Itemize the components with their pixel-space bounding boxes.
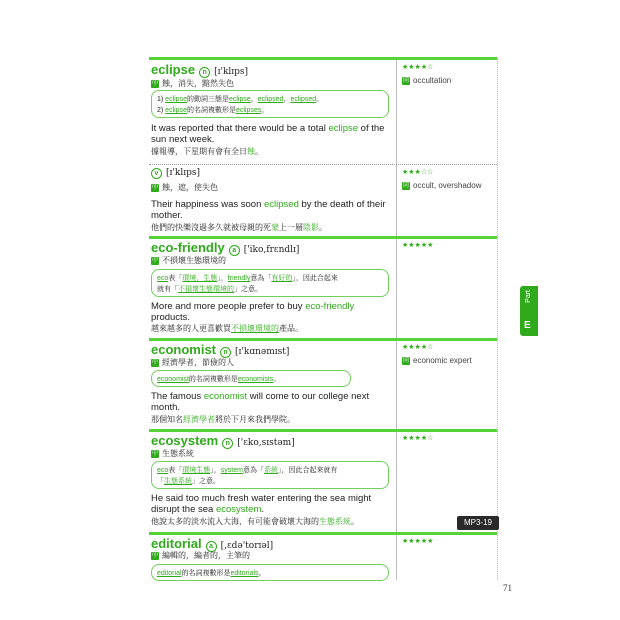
highlight-text: eclipse (165, 96, 187, 103)
phonetic: [,ɛdə'torɪəl] (220, 541, 274, 551)
page-number: 71 (503, 583, 512, 593)
highlight-text: 陰影 (303, 223, 319, 232)
highlight-text: eclipsed (290, 96, 317, 103)
meaning-line (151, 550, 250, 561)
synonym-icon: 同 (402, 357, 409, 364)
rating-stars: ★★★★☆ (402, 344, 434, 351)
entry-meta (402, 537, 433, 545)
text-segment: 」， (210, 467, 221, 474)
phonetic: [ɪ'kɑnəmɪst] (235, 347, 290, 357)
rating-stars: ★★★★☆ (402, 435, 434, 442)
text-segment: The famous (151, 391, 204, 402)
text-segment: 表「 (168, 467, 183, 474)
note-line (157, 568, 383, 579)
text-segment: More and more people prefer to buy (151, 301, 306, 312)
headword-line (151, 62, 248, 78)
highlight-text: 系統 (263, 467, 278, 474)
highlight-text: 不損壞生態環境的 (178, 286, 234, 293)
note-line (157, 465, 383, 476)
text-segment: 意為「 (242, 467, 264, 474)
entry-meta (402, 343, 472, 365)
text-segment: 據報導，下星期有會有全日 (151, 147, 247, 156)
section-tab-letter: E (524, 320, 531, 331)
text-segment: 上一層 (279, 223, 303, 232)
headword-line (151, 433, 295, 449)
text-segment: He said too much fresh water entering the sea might disrupt the sea (151, 493, 372, 515)
synonym: economic expert (413, 356, 472, 365)
highlight-text: eclipse (165, 107, 187, 114)
note-line (157, 105, 383, 116)
text-segment: 他們的快樂沒過多久就被母親的死 (151, 223, 271, 232)
headword: editorial (151, 536, 202, 551)
meaning: 經濟學者，節儉的人 (162, 358, 234, 367)
rating-stars: ★★★★☆ (402, 64, 434, 71)
highlight-text: 生態系統 (319, 517, 351, 526)
text-segment: 。 (316, 96, 324, 103)
text-segment: 就有「 (157, 286, 178, 293)
highlight-text: eclipse (228, 96, 251, 103)
text-segment: 。 (255, 147, 263, 156)
synonym: occultation (413, 76, 452, 85)
highlight-text: economists (237, 376, 274, 383)
highlight-text: editorials (230, 570, 259, 577)
meaning: 編輯的，編者的，主筆的 (162, 551, 250, 560)
text-segment: products. (151, 312, 191, 323)
text-segment: 將於下月來我們學院。 (215, 415, 295, 424)
meaning-icon: 中 (151, 184, 158, 191)
headword: economist (151, 342, 217, 357)
text-segment: 」，因此合起來 (292, 275, 338, 282)
note-line (157, 374, 345, 385)
text-segment: 「 (157, 478, 164, 485)
highlight-text: 環境，生態 (182, 275, 218, 282)
example-chinese (151, 146, 263, 157)
note-box (151, 269, 389, 297)
synonym-line (402, 76, 451, 85)
text-segment: 。 (273, 376, 281, 383)
example-chinese (151, 516, 359, 527)
example-english (151, 301, 391, 323)
example-chinese (151, 414, 295, 425)
highlight-text: eco (157, 467, 169, 474)
headword: eclipse (151, 62, 196, 77)
pos-icon: a (229, 245, 240, 256)
highlight-text: eco (157, 275, 169, 282)
text-segment: of the sun next week. (151, 123, 385, 145)
text-segment: 。 (351, 517, 359, 526)
meaning: 蝕，遮，使失色 (162, 183, 218, 192)
entry-ecosystem (149, 432, 497, 532)
meaning: 不損壞生態環境的 (162, 256, 226, 265)
pos-icon: n (222, 438, 233, 449)
meaning-line (151, 448, 194, 459)
meaning-icon: 中 (151, 80, 158, 87)
meaning: 生態系統 (162, 449, 194, 458)
meaning-line (151, 182, 218, 193)
text-segment: 。 (319, 223, 327, 232)
highlight-text: eclipsed (264, 199, 299, 210)
entry-editorial (149, 535, 497, 585)
text-segment: 2) (157, 107, 166, 114)
phonetic: ['ɛko,sɪstəm] (237, 438, 295, 448)
highlight-text: 有好的 (271, 275, 293, 282)
highlight-text: editorial (157, 570, 182, 577)
meaning-icon: 中 (151, 359, 158, 366)
note-line (157, 273, 383, 284)
meaning-icon: 中 (151, 450, 158, 457)
rating-stars: ★★★☆☆ (402, 169, 434, 176)
highlight-text: 不損壞環境的 (231, 324, 279, 333)
meaning: 蝕，消失，黯然失色 (162, 79, 234, 88)
highlight-text: eclipses (235, 107, 262, 114)
entry-eco-friendly (149, 239, 497, 337)
audio-track-badge[interactable]: MP3-19 (457, 516, 499, 530)
highlight-text: 蝕 (247, 147, 255, 156)
section-tab[interactable] (520, 286, 538, 336)
highlight-text: 生態系統 (164, 478, 192, 485)
headword-line (151, 168, 200, 179)
note-line (157, 94, 383, 105)
text-segment: ， (283, 96, 291, 103)
entry-meta (402, 241, 433, 249)
meaning-line (151, 357, 234, 368)
headword-line (151, 342, 289, 358)
right-border (497, 57, 498, 580)
synonym-line (402, 181, 481, 190)
headword: eco-friendly (151, 240, 225, 255)
note-line (157, 476, 383, 487)
entry-meta (402, 168, 481, 190)
entry-meta (402, 434, 433, 442)
meaning-line (151, 255, 226, 266)
text-segment: 表「 (168, 275, 183, 282)
synonym-icon: 同 (402, 182, 409, 189)
section-tab-label: Part (525, 290, 532, 303)
highlight-text: economist (203, 391, 248, 402)
text-segment: 」，因此合起來就有 (277, 467, 338, 474)
synonym: occult, overshadow (413, 181, 482, 190)
meaning-icon: 中 (151, 257, 158, 264)
text-segment: 的名詞複數形是 (181, 570, 231, 577)
phonetic: [ɪ'klɪps] (214, 67, 249, 77)
highlight-text: friendly (227, 275, 251, 282)
note-line (157, 284, 383, 295)
example-english (151, 493, 391, 515)
highlight-text: economist (157, 376, 189, 383)
highlight-text: eclipse (328, 123, 359, 134)
text-segment: 他說太多的淡水流入大海，有可能會破壞大海的 (151, 517, 319, 526)
pos-icon: n (220, 347, 231, 358)
text-segment: 。 (261, 107, 269, 114)
entry-meta (402, 63, 451, 85)
highlight-text: 環境生態 (182, 467, 211, 474)
text-segment: 的動詞三態是 (186, 96, 229, 103)
meaning-icon: 中 (151, 552, 158, 559)
pos-icon: n (199, 67, 210, 78)
pos-icon: v (151, 168, 162, 179)
example-english (151, 123, 391, 145)
note-box (151, 370, 351, 387)
text-segment: 。 (258, 570, 266, 577)
highlight-text: system (220, 467, 243, 474)
text-segment: 的名詞複數形是 (188, 376, 238, 383)
meaning-line (151, 78, 234, 89)
highlight-text: 蒙 (271, 223, 279, 232)
phonetic: [ɪ'klɪps] (166, 168, 200, 178)
headword: ecosystem (151, 433, 219, 448)
highlight-text: ecosystem (215, 504, 262, 515)
sub-entry-divider (149, 164, 497, 165)
rating-stars: ★★★★★ (402, 242, 434, 249)
text-segment: by the death of their mother. (151, 199, 386, 221)
phonetic: ['iko,frɛndlɪ] (243, 245, 300, 255)
text-segment: 產品。 (279, 324, 303, 333)
example-english (151, 391, 391, 413)
text-segment: . (261, 504, 265, 515)
example-chinese (151, 323, 303, 334)
rating-stars: ★★★★★ (402, 538, 434, 545)
highlight-text: 經濟學者 (183, 415, 215, 424)
example-english (151, 199, 391, 221)
note-box (151, 461, 389, 489)
text-segment: 那個知名 (151, 415, 183, 424)
text-segment: 」之意。 (192, 478, 220, 485)
text-segment: 的名詞複數形是 (186, 107, 236, 114)
text-segment: will come to our college next month. (151, 391, 370, 413)
pos-icon: a (206, 541, 217, 552)
synonym-line (402, 356, 472, 365)
text-segment: Their happiness was soon (151, 199, 265, 210)
text-segment: 1) (157, 96, 166, 103)
note-box (151, 90, 389, 118)
headword-line (151, 240, 299, 256)
text-segment: 」之意。 (234, 286, 262, 293)
note-box (151, 564, 389, 581)
text-segment: It was reported that there would be a total (151, 123, 329, 134)
synonym-icon: 同 (402, 77, 409, 84)
text-segment: 意為「 (250, 275, 272, 282)
text-segment: ， (250, 96, 258, 103)
text-segment: 越來越多的人更喜歡買 (151, 324, 231, 333)
example-chinese (151, 222, 327, 233)
text-segment: 」， (217, 275, 228, 282)
highlight-text: eclipsed (257, 96, 284, 103)
highlight-text: eco-friendly (305, 301, 355, 312)
